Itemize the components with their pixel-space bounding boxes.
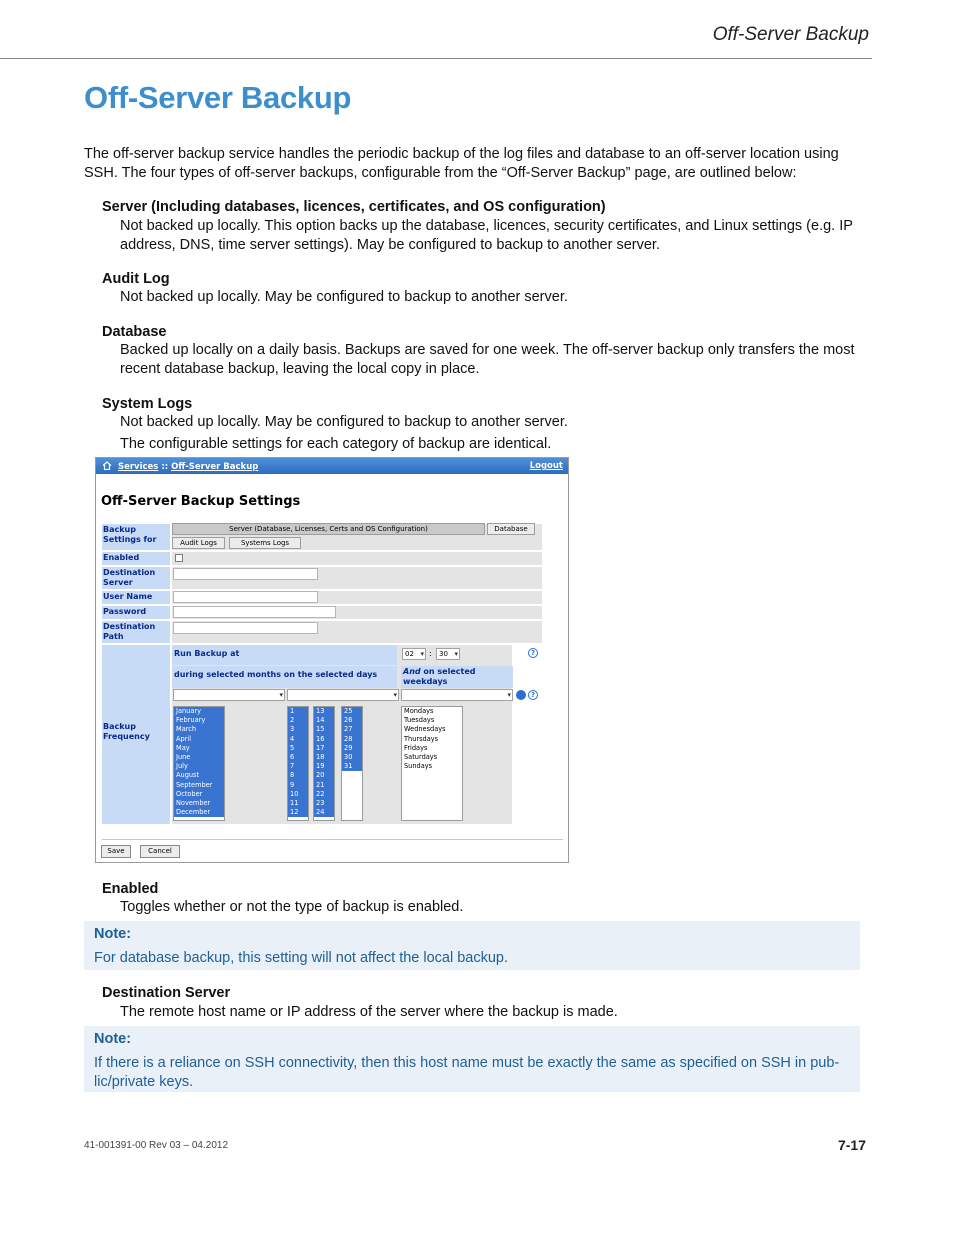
tab-audit-logs[interactable]: Audit Logs: [172, 537, 225, 549]
row-enabled: [172, 552, 542, 565]
day-option[interactable]: 23: [314, 799, 334, 808]
day-option[interactable]: 15: [314, 725, 334, 734]
tab-systems-logs[interactable]: Systems Logs: [229, 537, 301, 549]
day-option[interactable]: 22: [314, 790, 334, 799]
save-button[interactable]: Save: [101, 845, 131, 858]
note-label: Note:: [94, 1031, 132, 1047]
tab-server[interactable]: Server (Database, Licenses, Certs and OS Configuration): [172, 523, 485, 535]
day-option[interactable]: 21: [314, 781, 334, 790]
label-destination-server: Destination Server: [102, 567, 170, 589]
day-option[interactable]: 24: [314, 808, 334, 817]
label-backup-settings-for: Backup Settings for: [102, 524, 170, 550]
help-icon[interactable]: ?: [528, 690, 538, 700]
run-backup-label: Run Backup at: [172, 645, 397, 665]
month-option[interactable]: January: [174, 707, 224, 716]
page-title: Off-Server Backup: [84, 80, 352, 115]
breadcrumb-separator: ::: [161, 462, 169, 472]
month-option[interactable]: February: [174, 716, 224, 725]
days-preset-select[interactable]: [287, 689, 399, 701]
note-text: If there is a reliance on SSH connectivity, then this host name must be exactly the same as specified on SSH in pub-lic/private keys.: [94, 1055, 840, 1090]
day-option[interactable]: 26: [342, 716, 362, 725]
desc-destination-server: The remote host name or IP address of the server where the backup is made.: [120, 1004, 618, 1020]
label-password: Password: [102, 606, 170, 619]
weekdays-list[interactable]: [401, 706, 463, 821]
term-audit-log: Audit Log: [102, 271, 170, 287]
day-option[interactable]: 8: [288, 771, 308, 780]
months-days-label: during selected months on the selected days: [172, 666, 397, 688]
chevron-down-icon: ▾: [507, 691, 511, 699]
chevron-down-icon: ▾: [393, 691, 397, 699]
term-server: Server (Including databases, licences, certificates, and OS configuration): [102, 199, 606, 215]
note-text: For database backup, this setting will not affect the local backup.: [94, 950, 509, 966]
identical-settings-text: The configurable settings for each category of backup are identical.: [120, 436, 552, 452]
term-database: Database: [102, 324, 167, 340]
running-header: Off-Server Backup: [712, 24, 869, 45]
weekday-option[interactable]: Wednesdays: [404, 725, 446, 734]
destination-path-input[interactable]: [173, 622, 318, 634]
footer-doc-id: 41-001391-00 Rev 03 – 04.2012: [84, 1140, 229, 1151]
hour-select[interactable]: [402, 648, 426, 660]
weekday-option[interactable]: Thursdays: [404, 734, 439, 743]
and-word: And: [403, 667, 421, 676]
desc-enabled: Toggles whether or not the type of backup is enabled.: [120, 899, 464, 915]
term-system-logs: System Logs: [102, 396, 193, 412]
desc-audit-log: Not backed up locally. May be configured to backup to another server.: [120, 289, 568, 305]
day-option[interactable]: 9: [288, 781, 308, 790]
day-option[interactable]: 25: [342, 707, 362, 716]
label-enabled: Enabled: [102, 552, 170, 565]
day-option[interactable]: 10: [288, 790, 308, 799]
day-option[interactable]: 7: [288, 762, 308, 771]
breadcrumb-services-link[interactable]: Services: [117, 462, 159, 472]
weekday-option[interactable]: Tuesdays: [404, 716, 435, 725]
ui-screenshot: [95, 457, 569, 863]
desc-database: Backed up locally on a daily basis. Backups are saved for one week. The off-server backup only transfers the most recent database backup, leaving the local copy in place.: [120, 342, 855, 377]
weekdays-label-text: on selected weekdays: [403, 667, 476, 686]
day-option[interactable]: 5: [288, 744, 308, 753]
note-box-2: [84, 1026, 860, 1092]
weekdays-label: [401, 666, 513, 688]
weekday-option[interactable]: Saturdays: [404, 753, 438, 762]
chevron-down-icon: ▾: [454, 650, 458, 658]
label-user-name: User Name: [102, 591, 170, 604]
month-option[interactable]: September: [174, 781, 224, 790]
settings-heading: Off-Server Backup Settings: [101, 494, 301, 509]
day-option[interactable]: 13: [314, 707, 334, 716]
ui-nav-bar: [96, 458, 568, 474]
weekdays-preset-select[interactable]: [401, 689, 513, 701]
day-option[interactable]: 19: [314, 762, 334, 771]
day-option[interactable]: 20: [314, 771, 334, 780]
days-list-3[interactable]: [341, 706, 363, 821]
label-destination-path: Destination Path: [102, 621, 170, 643]
month-option[interactable]: May: [174, 744, 224, 753]
day-option[interactable]: 17: [314, 744, 334, 753]
day-option[interactable]: 6: [288, 753, 308, 762]
label-backup-frequency: Backup Frequency: [102, 645, 170, 824]
destination-server-input[interactable]: [173, 568, 318, 580]
header-rule: [0, 58, 872, 59]
desc-server: Not backed up locally. This option backs up the database, licences, security certificates, and Linux settings (e.g. IP address, DNS, time server settings). May be configured to backup to another server.: [120, 218, 853, 253]
months-list[interactable]: [173, 706, 225, 821]
cancel-button[interactable]: Cancel: [140, 845, 180, 858]
term-destination-server: Destination Server: [102, 985, 231, 1001]
chevron-down-icon: ▾: [279, 691, 283, 699]
term-enabled: Enabled: [102, 881, 159, 897]
desc-system-logs: Not backed up locally. May be configured to backup to another server.: [120, 414, 568, 430]
day-option[interactable]: 29: [342, 744, 362, 753]
minute-select[interactable]: [436, 648, 460, 660]
page-number: 7-17: [837, 1137, 866, 1153]
day-option[interactable]: 2: [288, 716, 308, 725]
weekday-option[interactable]: Mondays: [404, 707, 434, 715]
months-preset-select[interactable]: [173, 689, 285, 701]
month-option[interactable]: June: [174, 753, 224, 762]
note-box-1: [84, 921, 860, 970]
day-option[interactable]: 14: [314, 716, 334, 725]
breadcrumb: [102, 461, 258, 472]
day-option[interactable]: 28: [342, 735, 362, 744]
days-list-2[interactable]: [313, 706, 335, 821]
day-option[interactable]: 30: [342, 753, 362, 762]
month-option[interactable]: October: [174, 790, 224, 799]
hour-value: 02: [405, 650, 414, 658]
note-label: Note:: [94, 926, 132, 942]
intro-paragraph: The off-server backup service handles the periodic backup of the log files and database to an off-server location using SSH. The four types of off-server backups, configurable from the “Off-Server Backup” page, are outlined below:: [84, 146, 839, 181]
breadcrumb-page-link[interactable]: Off-Server Backup: [171, 462, 259, 472]
enabled-checkbox[interactable]: [175, 554, 183, 562]
tab-database[interactable]: Database: [487, 523, 535, 535]
day-option[interactable]: 1: [288, 707, 308, 716]
day-option[interactable]: 4: [288, 735, 308, 744]
home-icon[interactable]: [102, 461, 112, 470]
minute-value: 30: [439, 650, 448, 658]
day-option[interactable]: 12: [288, 808, 308, 817]
password-input[interactable]: [173, 606, 336, 618]
day-option[interactable]: 27: [342, 725, 362, 734]
month-option[interactable]: July: [174, 762, 224, 771]
day-option[interactable]: 18: [314, 753, 334, 762]
month-option[interactable]: April: [174, 735, 224, 744]
chevron-down-icon: ▾: [420, 650, 424, 658]
day-option[interactable]: 11: [288, 799, 308, 808]
weekday-option[interactable]: Fridays: [404, 743, 428, 752]
ui-divider: [102, 839, 563, 840]
time-separator: :: [429, 649, 432, 658]
help-icon[interactable]: ?: [528, 648, 538, 658]
day-option[interactable]: 3: [288, 725, 308, 734]
globe-icon[interactable]: [516, 690, 526, 700]
month-option[interactable]: March: [174, 725, 224, 734]
month-option[interactable]: December: [174, 808, 224, 817]
month-option[interactable]: November: [174, 799, 224, 808]
month-option[interactable]: August: [174, 771, 224, 780]
weekday-option[interactable]: Sundays: [404, 762, 433, 771]
day-option[interactable]: 31: [342, 762, 362, 771]
logout-link[interactable]: Logout: [529, 461, 563, 471]
days-list-1[interactable]: [287, 706, 309, 821]
user-name-input[interactable]: [173, 591, 318, 603]
day-option[interactable]: 16: [314, 735, 334, 744]
